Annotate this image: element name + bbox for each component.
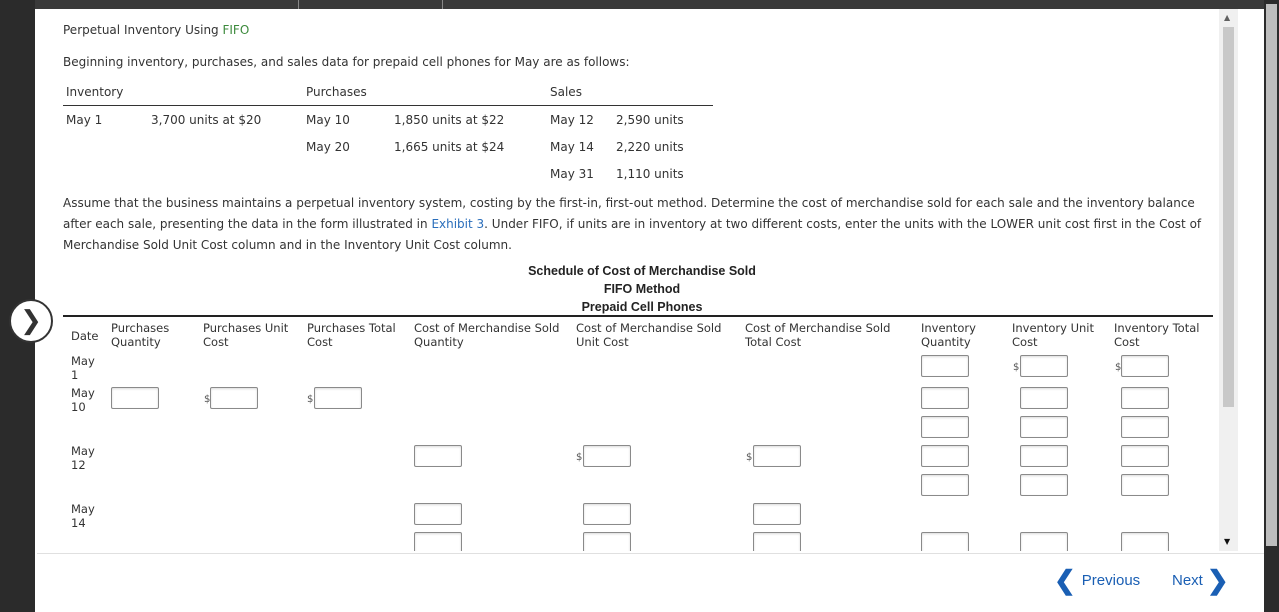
inventory-total-cost-input[interactable] — [1121, 532, 1169, 551]
purchases-unit-cost-input[interactable] — [210, 387, 258, 409]
cms-total-cost-input[interactable] — [753, 445, 801, 467]
purchase-desc: 1,665 units at $24 — [394, 140, 505, 154]
tab-divider — [298, 0, 299, 9]
sale-units: 1,110 units — [616, 167, 684, 181]
data-table-rule — [63, 105, 713, 106]
inventory-quantity-input[interactable] — [921, 445, 969, 467]
sale-date: May 31 — [550, 167, 594, 181]
row-date: May 14 — [71, 502, 95, 530]
row-date: May 10 — [71, 386, 95, 414]
intro-text: Beginning inventory, purchases, and sales data for prepaid cell phones for May are as follows: — [63, 55, 630, 69]
cms-quantity-input[interactable] — [414, 503, 462, 525]
row-date: May 12 — [71, 444, 95, 472]
window-scrollbar[interactable] — [1264, 0, 1279, 612]
row-date: May 1 — [71, 354, 95, 382]
inventory-desc: 3,700 units at $20 — [151, 113, 262, 127]
purchases-total-cost-input[interactable] — [314, 387, 362, 409]
header-purchases: Purchases — [306, 85, 367, 99]
col-inventory-unit-cost: Inventory Unit Cost — [1012, 321, 1094, 349]
inventory-date: May 1 — [66, 113, 103, 127]
content-scrollbar-thumb[interactable] — [1223, 27, 1234, 407]
inventory-unit-cost-input[interactable] — [1020, 532, 1068, 551]
title-method: FIFO — [222, 23, 250, 37]
next-button[interactable] — [1172, 565, 1229, 595]
purchase-desc: 1,850 units at $22 — [394, 113, 505, 127]
top-tab-strip — [35, 0, 1264, 9]
inventory-quantity-input[interactable] — [921, 474, 969, 496]
inventory-unit-cost-input[interactable] — [1020, 445, 1068, 467]
cms-unit-cost-input[interactable] — [583, 503, 631, 525]
schedule-rule — [63, 315, 1213, 317]
exhibit-link[interactable]: Exhibit 3 — [431, 217, 485, 231]
inventory-total-cost-input[interactable] — [1121, 387, 1169, 409]
window-scrollbar-thumb[interactable] — [1266, 4, 1277, 546]
title-prefix: Perpetual Inventory Using — [63, 23, 223, 37]
tab-divider — [442, 0, 443, 9]
chevron-right-icon: ❯ — [1206, 565, 1229, 595]
cms-quantity-input[interactable] — [414, 532, 462, 551]
col-inventory-quantity: Inventory Quantity — [921, 321, 976, 349]
schedule-method: FIFO Method — [603, 282, 681, 296]
header-sales: Sales — [550, 85, 582, 99]
inventory-total-cost-input[interactable] — [1121, 355, 1169, 377]
schedule-title: Schedule of Cost of Merchandise Sold — [528, 264, 756, 278]
inventory-total-cost-input[interactable] — [1121, 474, 1169, 496]
footer-nav — [37, 553, 1264, 612]
col-cms-total-cost: Cost of Merchandise Sold Total Cost — [745, 321, 891, 349]
previous-button[interactable] — [1054, 565, 1141, 595]
col-purchases-total-cost: Purchases Total Cost — [307, 321, 396, 349]
purchase-date: May 20 — [306, 140, 350, 154]
inventory-quantity-input[interactable] — [921, 416, 969, 438]
currency-symbol: $ — [746, 452, 753, 463]
expand-panel-button[interactable] — [9, 299, 53, 343]
sale-date: May 14 — [550, 140, 594, 154]
instructions-part1: Assume that the business maintains a perpetual inventory system, costing by the first-in, first-out method. Determine the cost of merchandise sold for each sale and the inventory balance after each sale, presenting the data in the form illustrated in — [63, 196, 1195, 231]
col-inventory-total-cost: Inventory Total Cost — [1114, 321, 1200, 349]
question-content — [37, 9, 1219, 551]
inventory-quantity-input[interactable] — [921, 387, 969, 409]
currency-symbol: $ — [576, 452, 583, 463]
page-title — [63, 23, 249, 37]
instructions-part2: . Under FIFO, if units are in inventory at two different costs, enter the units with the LOWER unit cost first in the Cost of Merchandise Sold Unit Cost column and in the Inventory Unit Cost column. — [63, 217, 1202, 252]
sale-units: 2,590 units — [616, 113, 684, 127]
inventory-total-cost-input[interactable] — [1121, 416, 1169, 438]
col-cms-quantity: Cost of Merchandise Sold Quantity — [414, 321, 560, 349]
currency-symbol: $ — [307, 394, 314, 405]
scroll-up-icon[interactable]: ▲ — [1224, 13, 1231, 22]
header-inventory: Inventory — [66, 85, 124, 99]
inventory-unit-cost-input[interactable] — [1020, 387, 1068, 409]
inventory-unit-cost-input[interactable] — [1020, 474, 1068, 496]
col-cms-unit-cost: Cost of Merchandise Sold Unit Cost — [576, 321, 722, 349]
col-purchases-quantity: Purchases Quantity — [111, 321, 170, 349]
currency-symbol: $ — [1115, 362, 1122, 373]
purchase-date: May 10 — [306, 113, 350, 127]
scroll-down-icon[interactable]: ▼ — [1224, 537, 1231, 546]
cms-total-cost-input[interactable] — [753, 532, 801, 551]
instructions-text — [63, 193, 1219, 256]
cms-total-cost-input[interactable] — [753, 503, 801, 525]
inventory-unit-cost-input[interactable] — [1020, 416, 1068, 438]
col-date: Date — [71, 329, 99, 343]
next-label: Next — [1172, 571, 1203, 589]
inventory-quantity-input[interactable] — [921, 355, 969, 377]
chevron-left-icon: ❮ — [1054, 565, 1076, 595]
schedule-subject: Prepaid Cell Phones — [581, 300, 703, 314]
currency-symbol: $ — [1013, 362, 1020, 373]
content-scrollbar[interactable] — [1219, 9, 1238, 551]
currency-symbol: $ — [204, 394, 211, 405]
previous-label: Previous — [1081, 571, 1141, 589]
cms-quantity-input[interactable] — [414, 445, 462, 467]
sale-date: May 12 — [550, 113, 594, 127]
cms-unit-cost-input[interactable] — [583, 532, 631, 551]
purchases-quantity-input[interactable] — [111, 387, 159, 409]
inventory-quantity-input[interactable] — [921, 532, 969, 551]
inventory-unit-cost-input[interactable] — [1020, 355, 1068, 377]
chevron-right-icon: ❯ — [20, 306, 42, 336]
col-purchases-unit-cost: Purchases Unit Cost — [203, 321, 289, 349]
sale-units: 2,220 units — [616, 140, 684, 154]
inventory-total-cost-input[interactable] — [1121, 445, 1169, 467]
cms-unit-cost-input[interactable] — [583, 445, 631, 467]
